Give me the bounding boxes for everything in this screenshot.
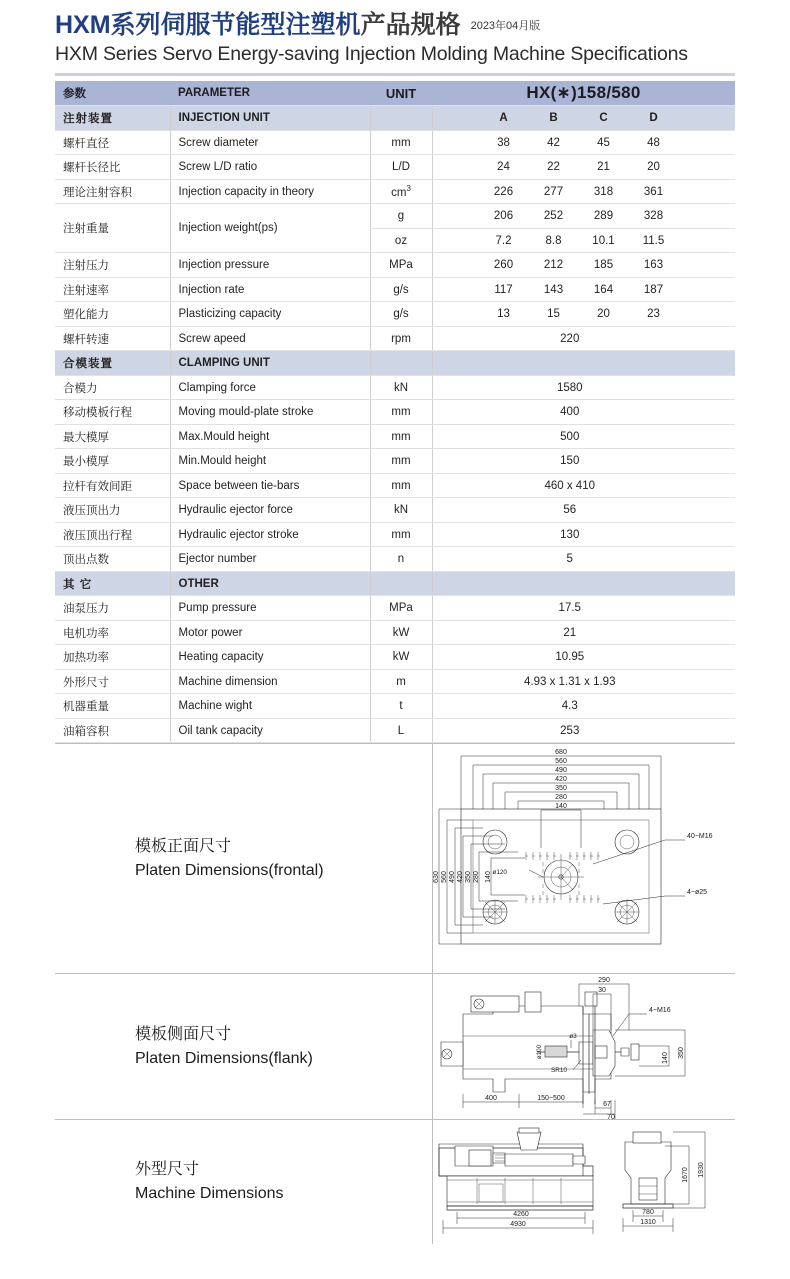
value-b: 22 bbox=[547, 161, 560, 173]
annotation-4-m16: 4−M16 bbox=[649, 1007, 671, 1015]
table-row bbox=[55, 155, 735, 180]
dim-v-630: 630 bbox=[433, 871, 440, 884]
dim-h-420: 420 bbox=[555, 776, 567, 784]
dim-v-420: 420 bbox=[457, 871, 464, 884]
dim-h-280: 280 bbox=[555, 794, 567, 802]
row-unit: L/D bbox=[370, 155, 432, 180]
dim-350: 350 bbox=[678, 1047, 685, 1060]
table-row bbox=[55, 718, 735, 743]
section-header-row bbox=[55, 106, 735, 131]
drawing-art-flank bbox=[433, 974, 735, 1119]
row-unit: kN bbox=[370, 498, 432, 523]
value-d: 23 bbox=[647, 308, 660, 320]
row-label-en: Injection capacity in theory bbox=[170, 179, 370, 204]
table-column-header bbox=[55, 81, 735, 106]
row-unit: t bbox=[370, 694, 432, 719]
row-label-en: Plasticizing capacity bbox=[170, 302, 370, 327]
row-label-cn: 注射压力 bbox=[55, 253, 170, 278]
row-unit: rpm bbox=[370, 326, 432, 351]
row-label-en: Hydraulic ejector stroke bbox=[170, 522, 370, 547]
table-row bbox=[55, 449, 735, 474]
row-value-single: 400 bbox=[432, 400, 735, 425]
dim-h-680: 680 bbox=[555, 749, 567, 757]
dim-30: 30 bbox=[598, 987, 606, 995]
table-row bbox=[55, 204, 735, 229]
table-row bbox=[55, 400, 735, 425]
variant-label-a: A bbox=[499, 112, 508, 124]
table-row bbox=[55, 375, 735, 400]
row-unit: mm bbox=[370, 522, 432, 547]
row-label-cn: 顶出点数 bbox=[55, 547, 170, 572]
row-label-cn: 移动模板行程 bbox=[55, 400, 170, 425]
value-b: 15 bbox=[547, 308, 560, 320]
column-header-unit: UNIT bbox=[370, 81, 432, 106]
row-unit: m bbox=[370, 669, 432, 694]
value-d: 20 bbox=[647, 161, 660, 173]
title-english: HXM Series Servo Energy-saving Injection Molding Machine Specifications bbox=[55, 43, 688, 66]
value-c: 289 bbox=[593, 210, 614, 222]
row-label-cn: 合模力 bbox=[55, 375, 170, 400]
row-label-en: Space between tie-bars bbox=[170, 473, 370, 498]
row-label-cn: 理论注射容积 bbox=[55, 179, 170, 204]
table-row bbox=[55, 253, 735, 278]
value-b: 143 bbox=[543, 283, 564, 296]
row-label-en: Injection weight(ps) bbox=[170, 204, 370, 253]
value-a: 13 bbox=[497, 308, 510, 320]
value-a: 24 bbox=[497, 161, 510, 173]
row-label-en: Heating capacity bbox=[170, 645, 370, 670]
dim-v-490: 490 bbox=[449, 871, 456, 884]
row-unit: g/s bbox=[370, 302, 432, 327]
section-unit-blank bbox=[370, 106, 432, 131]
dim-780: 780 bbox=[642, 1209, 654, 1217]
annotation-sr10: SR10 bbox=[551, 1067, 567, 1075]
table-row bbox=[55, 424, 735, 449]
row-label-cn: 拉杆有效间距 bbox=[55, 473, 170, 498]
row-unit: MPa bbox=[370, 596, 432, 621]
row-label-cn: 注射重量 bbox=[55, 204, 170, 253]
table-row bbox=[55, 645, 735, 670]
row-label-en: Machine wight bbox=[170, 694, 370, 719]
drawing-label-flank bbox=[55, 974, 433, 1119]
value-c: 164 bbox=[593, 283, 614, 296]
section-title-en: INJECTION UNIT bbox=[170, 106, 370, 131]
annotation-dia100: ø100 bbox=[536, 1044, 543, 1060]
value-c: 318 bbox=[593, 185, 614, 198]
row-label-cn: 最大模厚 bbox=[55, 424, 170, 449]
row-unit: kW bbox=[370, 645, 432, 670]
table-row bbox=[55, 498, 735, 523]
dim-4930: 4930 bbox=[510, 1221, 526, 1229]
table-row bbox=[55, 130, 735, 155]
row-values bbox=[432, 277, 735, 302]
dim-v-350: 350 bbox=[465, 871, 472, 884]
section-unit-blank bbox=[370, 351, 432, 376]
row-label-cn: 电机功率 bbox=[55, 620, 170, 645]
row-label-en: Moving mould-plate stroke bbox=[170, 400, 370, 425]
edition-date: 2023年04月版 bbox=[470, 20, 541, 32]
value-c: 21 bbox=[597, 161, 610, 173]
row-value-single: 500 bbox=[432, 424, 735, 449]
document-header bbox=[55, 0, 735, 76]
drawing-label-machine bbox=[55, 1120, 433, 1244]
value-d: 163 bbox=[643, 259, 664, 271]
dim-400: 400 bbox=[485, 1095, 497, 1103]
title-chinese-bold: HXM系列伺服节能型注塑机 bbox=[55, 11, 361, 39]
dim-v-140: 140 bbox=[485, 871, 492, 884]
table-row bbox=[55, 620, 735, 645]
row-label-en: Screw L/D ratio bbox=[170, 155, 370, 180]
row-unit: $cm^3$ bbox=[370, 179, 432, 204]
row-label-en: Pump pressure bbox=[170, 596, 370, 621]
dim-1930: 1930 bbox=[698, 1162, 705, 1179]
annotation-dia120: ø120 bbox=[492, 869, 507, 877]
table-row bbox=[55, 669, 735, 694]
section-header-row bbox=[55, 571, 735, 596]
value-d: 48 bbox=[647, 136, 660, 149]
row-label-en: Injection pressure bbox=[170, 253, 370, 278]
row-label-cn: 最小模厚 bbox=[55, 449, 170, 474]
table-row bbox=[55, 694, 735, 719]
row-label-en: Hydraulic ejector force bbox=[170, 498, 370, 523]
row-unit: oz bbox=[370, 228, 432, 253]
row-label-cn: 螺杆转速 bbox=[55, 326, 170, 351]
header-divider bbox=[55, 73, 735, 76]
row-label-en: Ejector number bbox=[170, 547, 370, 572]
row-label-en: Oil tank capacity bbox=[170, 718, 370, 743]
drawing-label-frontal bbox=[55, 744, 433, 973]
column-header-param-en: PARAMETER bbox=[170, 81, 370, 106]
row-label-cn: 螺杆长径比 bbox=[55, 155, 170, 180]
table-row bbox=[55, 473, 735, 498]
row-label-cn: 机器重量 bbox=[55, 694, 170, 719]
value-b: 277 bbox=[543, 185, 564, 198]
section-variant-labels bbox=[432, 106, 735, 131]
value-a: 206 bbox=[493, 210, 514, 222]
variant-label-d: D bbox=[649, 112, 658, 124]
table-row bbox=[55, 547, 735, 572]
value-c: 10.1 bbox=[592, 234, 615, 247]
row-value-single: 1580 bbox=[432, 375, 735, 400]
dim-70: 70 bbox=[607, 1114, 615, 1121]
table-row bbox=[55, 179, 735, 204]
row-label-cn: 注射速率 bbox=[55, 277, 170, 302]
row-value-single: 150 bbox=[432, 449, 735, 474]
dim-h-140: 140 bbox=[555, 803, 567, 811]
dim-h-350: 350 bbox=[555, 785, 567, 793]
row-values bbox=[432, 179, 735, 204]
row-unit: g bbox=[370, 204, 432, 229]
drawing-section-flank bbox=[55, 973, 735, 1119]
row-value-single: 56 bbox=[432, 498, 735, 523]
section-title-en: OTHER bbox=[170, 571, 370, 596]
value-a: 38 bbox=[497, 136, 510, 149]
row-label-cn: 液压顶出行程 bbox=[55, 522, 170, 547]
row-value-single: 21 bbox=[432, 620, 735, 645]
dim-h-560: 560 bbox=[555, 758, 567, 766]
row-value-single: 10.95 bbox=[432, 645, 735, 670]
value-c: 185 bbox=[593, 259, 614, 271]
dim-290: 290 bbox=[598, 977, 610, 985]
row-unit: mm bbox=[370, 400, 432, 425]
annotation-4-dia25: 4−ø25 bbox=[687, 889, 708, 897]
row-unit: MPa bbox=[370, 253, 432, 278]
specifications-table bbox=[55, 81, 735, 743]
variant-label-c: C bbox=[599, 112, 608, 124]
section-title-en: CLAMPING UNIT bbox=[170, 351, 370, 376]
value-a: 117 bbox=[494, 283, 513, 296]
row-values bbox=[432, 253, 735, 278]
value-d: 328 bbox=[643, 210, 664, 222]
row-values bbox=[432, 228, 735, 253]
row-values bbox=[432, 302, 735, 327]
dim-h-490: 490 bbox=[555, 767, 567, 775]
value-a: 7.2 bbox=[495, 234, 512, 247]
row-value-single: 220 bbox=[432, 326, 735, 351]
dim-v-280: 280 bbox=[473, 871, 480, 884]
drawing-machine-title-cn: 外型尺寸 bbox=[135, 1161, 200, 1179]
table-row bbox=[55, 302, 735, 327]
row-value-single: 4.3 bbox=[432, 694, 735, 719]
value-b: 42 bbox=[547, 136, 560, 149]
row-label-en: Motor power bbox=[170, 620, 370, 645]
drawing-flank-title-en: Platen Dimensions(flank) bbox=[135, 1049, 313, 1067]
row-label-cn: 油箱容积 bbox=[55, 718, 170, 743]
value-d: 187 bbox=[643, 283, 664, 296]
section-variant-labels bbox=[432, 571, 735, 596]
row-label-en: Injection rate bbox=[170, 277, 370, 302]
value-c: 20 bbox=[597, 308, 610, 320]
dim-1670: 1670 bbox=[682, 1167, 689, 1184]
row-value-single: 130 bbox=[432, 522, 735, 547]
dim-4260: 4260 bbox=[513, 1211, 529, 1219]
table-row bbox=[55, 522, 735, 547]
row-label-en: Min.Mould height bbox=[170, 449, 370, 474]
row-label-en: Machine dimension bbox=[170, 669, 370, 694]
dim-150-500: 150−500 bbox=[537, 1095, 565, 1103]
dim-67: 67 bbox=[603, 1101, 611, 1109]
row-unit: mm bbox=[370, 449, 432, 474]
row-label-cn: 油泵压力 bbox=[55, 596, 170, 621]
drawing-art-frontal bbox=[433, 744, 735, 973]
row-values bbox=[432, 204, 735, 229]
value-c: 45 bbox=[597, 136, 610, 149]
row-unit: n bbox=[370, 547, 432, 572]
column-header-param-cn: 参数 bbox=[55, 81, 170, 106]
title-chinese-line bbox=[55, 12, 735, 38]
column-header-model: HX(∗)158/580 bbox=[432, 81, 735, 106]
annotation-40-m16: 40−M16 bbox=[687, 833, 713, 841]
value-b: 252 bbox=[543, 210, 564, 222]
row-label-cn: 加热功率 bbox=[55, 645, 170, 670]
row-label-en: Screw apeed bbox=[170, 326, 370, 351]
value-b: 212 bbox=[543, 259, 564, 271]
title-chinese-light: 产品规格 bbox=[360, 11, 461, 39]
row-label-cn: 外形尺寸 bbox=[55, 669, 170, 694]
section-title-cn: 注射装置 bbox=[55, 106, 170, 131]
row-unit: g/s bbox=[370, 277, 432, 302]
row-label-cn: 液压顶出力 bbox=[55, 498, 170, 523]
dim-v-560: 560 bbox=[441, 871, 448, 884]
row-value-single: 4.93 x 1.31 x 1.93 bbox=[432, 669, 735, 694]
row-label-en: Max.Mould height bbox=[170, 424, 370, 449]
annotation-dia3: ø3 bbox=[569, 1033, 577, 1041]
section-title-cn: 其 它 bbox=[55, 571, 170, 596]
table-row bbox=[55, 596, 735, 621]
row-unit: mm bbox=[370, 130, 432, 155]
section-header-row bbox=[55, 351, 735, 376]
drawing-section-frontal bbox=[55, 743, 735, 973]
dim-140: 140 bbox=[662, 1052, 669, 1065]
section-unit-blank bbox=[370, 571, 432, 596]
drawing-flank-title-cn: 模板侧面尺寸 bbox=[135, 1025, 232, 1043]
value-d: 361 bbox=[643, 185, 664, 198]
section-title-cn: 合模装置 bbox=[55, 351, 170, 376]
table-row bbox=[55, 277, 735, 302]
drawing-section-machine bbox=[55, 1119, 735, 1244]
row-value-single: 253 bbox=[432, 718, 735, 743]
drawing-art-machine bbox=[433, 1120, 735, 1244]
drawing-machine-title-en: Machine Dimensions bbox=[135, 1185, 284, 1203]
section-variant-labels bbox=[432, 351, 735, 376]
dim-1310: 1310 bbox=[640, 1219, 656, 1227]
row-label-en: Clamping force bbox=[170, 375, 370, 400]
row-values bbox=[432, 155, 735, 180]
value-b: 8.8 bbox=[545, 234, 562, 247]
row-value-single: 5 bbox=[432, 547, 735, 572]
table-row bbox=[55, 326, 735, 351]
row-unit: kW bbox=[370, 620, 432, 645]
row-unit: mm bbox=[370, 473, 432, 498]
value-a: 260 bbox=[493, 259, 514, 271]
drawing-frontal-title-cn: 模板正面尺寸 bbox=[135, 837, 232, 855]
row-label-cn: 螺杆直径 bbox=[55, 130, 170, 155]
row-value-single: 460 x 410 bbox=[432, 473, 735, 498]
row-label-en: Screw diameter bbox=[170, 130, 370, 155]
row-unit: mm bbox=[370, 424, 432, 449]
row-value-single: 17.5 bbox=[432, 596, 735, 621]
value-a: 226 bbox=[493, 185, 514, 198]
row-unit: L bbox=[370, 718, 432, 743]
value-d: 11.5 bbox=[642, 234, 665, 247]
row-label-cn: 塑化能力 bbox=[55, 302, 170, 327]
row-values bbox=[432, 130, 735, 155]
variant-label-b: B bbox=[549, 112, 558, 124]
drawing-frontal-title-en: Platen Dimensions(frontal) bbox=[135, 861, 324, 879]
row-unit: kN bbox=[370, 375, 432, 400]
